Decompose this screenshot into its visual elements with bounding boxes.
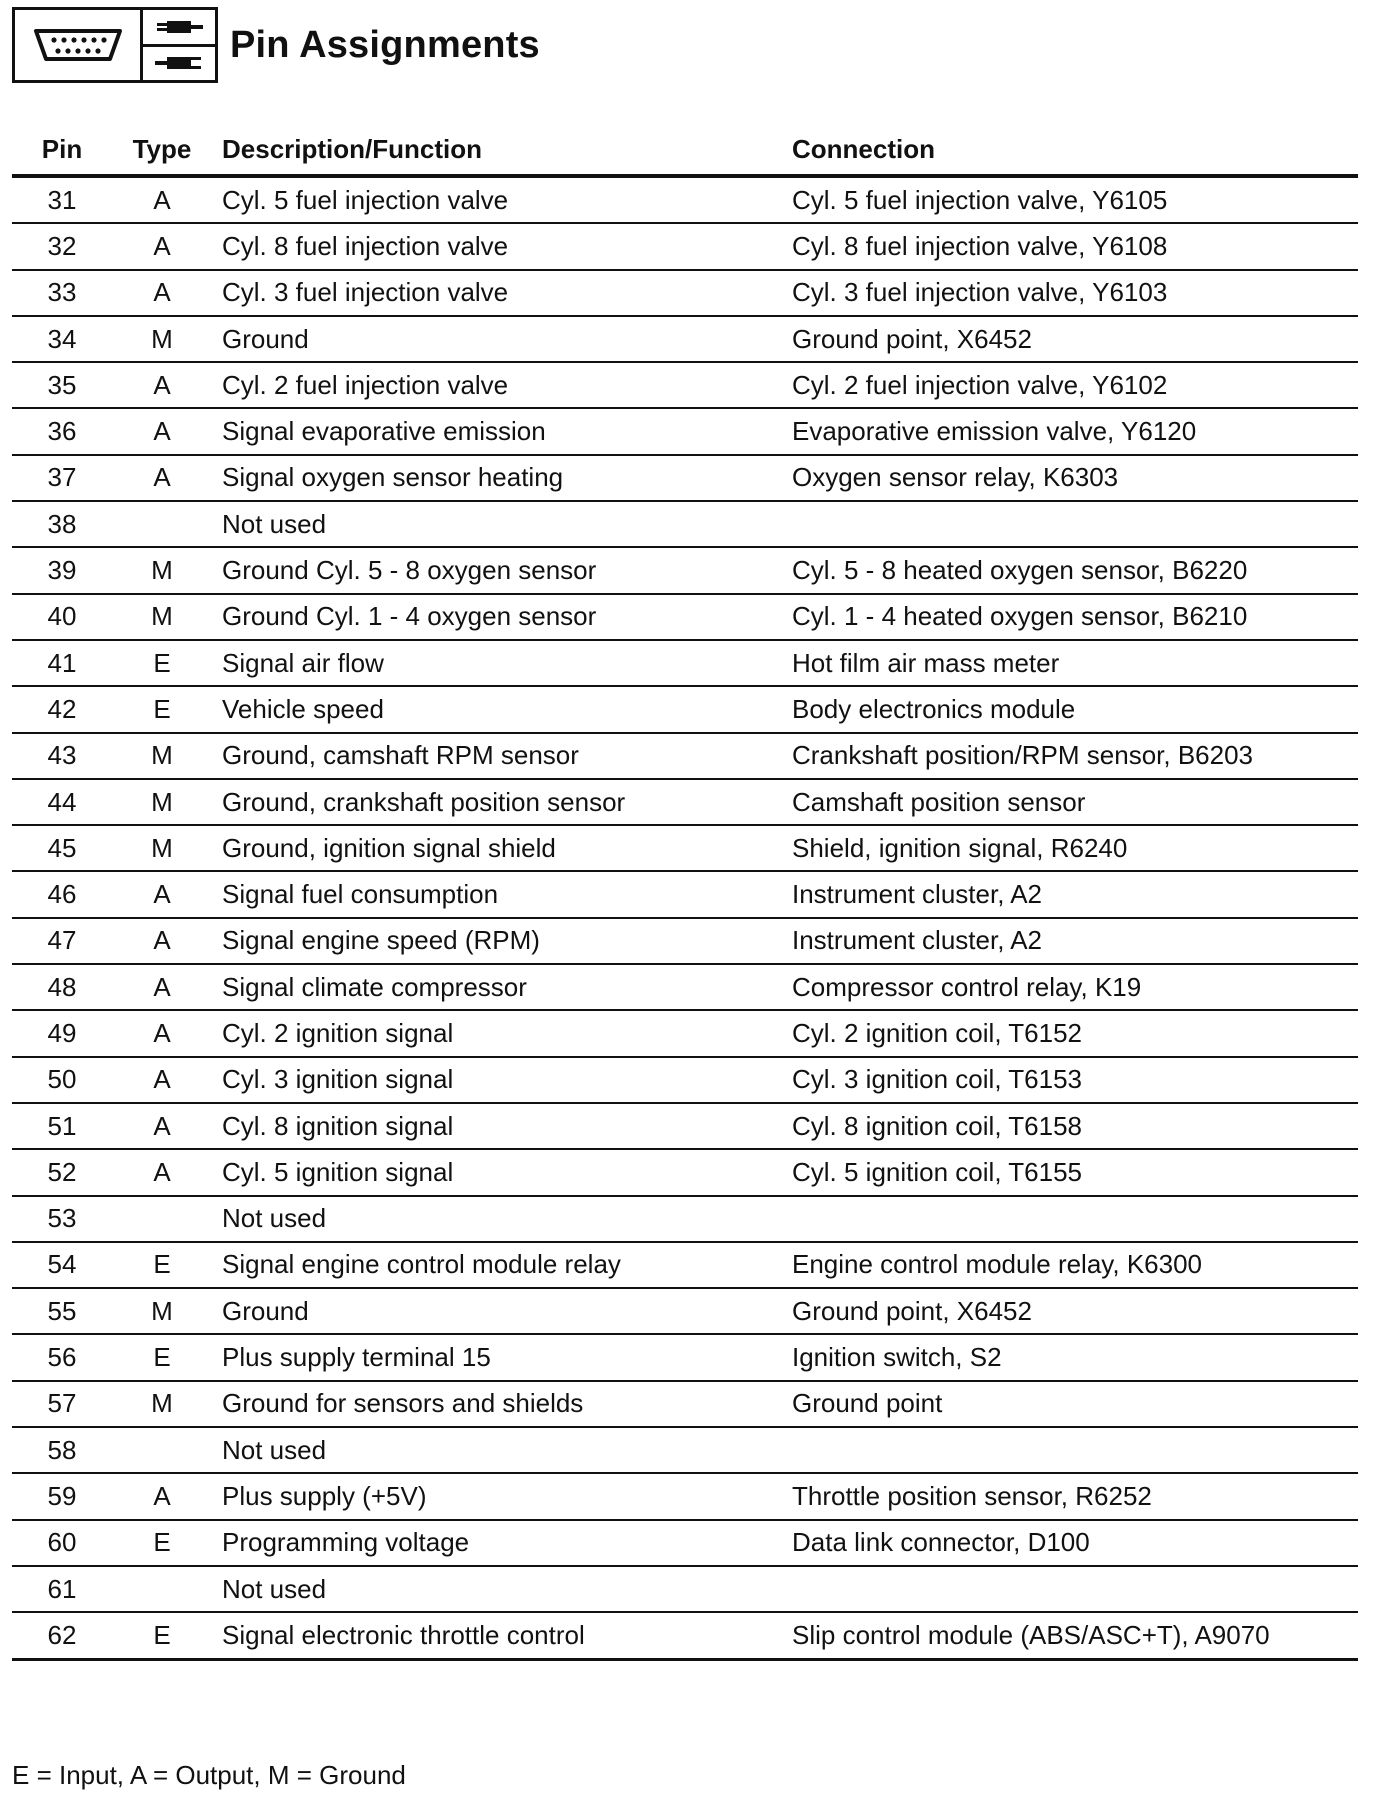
pin-number: 35 [12,362,112,408]
pin-number: 41 [12,640,112,686]
table-row [12,964,1358,1010]
pin-description: Cyl. 8 fuel injection valve [212,223,792,269]
pin-connection [792,1427,1358,1473]
table-row [12,408,1358,454]
pin-connection: Data link connector, D100 [792,1520,1358,1566]
pin-connection: Instrument cluster, A2 [792,918,1358,964]
pin-type: M [112,1381,212,1427]
pin-description: Signal climate compressor [212,964,792,1010]
pin-type: M [112,547,212,593]
pin-type [112,1427,212,1473]
table-row [12,594,1358,640]
pin-connection: Cyl. 3 fuel injection valve, Y6103 [792,270,1358,316]
table-row [12,501,1358,547]
pin-description: Vehicle speed [212,686,792,732]
pin-description: Plus supply terminal 15 [212,1334,792,1380]
pin-connection: Instrument cluster, A2 [792,871,1358,917]
plug-icon [143,10,215,47]
pin-type: M [112,779,212,825]
pin-number: 43 [12,733,112,779]
table-row [12,733,1358,779]
pin-connection: Evaporative emission valve, Y6120 [792,408,1358,454]
pin-description: Not used [212,1196,792,1242]
pin-type: M [112,594,212,640]
pin-connection: Cyl. 2 ignition coil, T6152 [792,1010,1358,1056]
table-row [12,1057,1358,1103]
pin-number: 51 [12,1103,112,1149]
table-row [12,1010,1358,1056]
table-row [12,223,1358,269]
table-row [12,1520,1358,1566]
pin-number: 62 [12,1612,112,1659]
pin-type: A [112,223,212,269]
pin-description: Programming voltage [212,1520,792,1566]
pin-number: 59 [12,1473,112,1519]
pin-type: M [112,733,212,779]
pin-type: A [112,871,212,917]
column-header-pin: Pin [12,124,112,176]
pin-connection: Cyl. 2 fuel injection valve, Y6102 [792,362,1358,408]
pin-type: E [112,1520,212,1566]
pin-number: 44 [12,779,112,825]
column-header-description: Description/Function [212,124,792,176]
table-row [12,1149,1358,1195]
pin-connection: Oxygen sensor relay, K6303 [792,455,1358,501]
pin-description: Signal engine speed (RPM) [212,918,792,964]
pin-connection: Cyl. 5 ignition coil, T6155 [792,1149,1358,1195]
table-row [12,176,1358,223]
pin-type: E [112,640,212,686]
pin-number: 56 [12,1334,112,1380]
pin-number: 58 [12,1427,112,1473]
pin-type: A [112,1057,212,1103]
pin-description: Ground Cyl. 1 - 4 oxygen sensor [212,594,792,640]
pin-number: 32 [12,223,112,269]
pin-type: A [112,1149,212,1195]
pin-type: E [112,1242,212,1288]
pin-description: Cyl. 8 ignition signal [212,1103,792,1149]
table-row [12,686,1358,732]
pin-description: Plus supply (+5V) [212,1473,792,1519]
pin-type: A [112,964,212,1010]
pin-number: 48 [12,964,112,1010]
pin-number: 53 [12,1196,112,1242]
pin-number: 42 [12,686,112,732]
pin-description: Cyl. 3 fuel injection valve [212,270,792,316]
pin-type: A [112,270,212,316]
pin-type: E [112,686,212,732]
pin-connection: Body electronics module [792,686,1358,732]
table-row [12,1334,1358,1380]
pin-connection: Ground point [792,1381,1358,1427]
pin-description: Ground, crankshaft position sensor [212,779,792,825]
pin-connection: Cyl. 1 - 4 heated oxygen sensor, B6210 [792,594,1358,640]
table-row [12,1242,1358,1288]
pin-type: M [112,825,212,871]
table-row [12,455,1358,501]
pin-connection: Cyl. 3 ignition coil, T6153 [792,1057,1358,1103]
pin-connection: Compressor control relay, K19 [792,964,1358,1010]
pin-type: A [112,1103,212,1149]
table-row [12,1288,1358,1334]
pin-number: 60 [12,1520,112,1566]
pin-description: Ground [212,1288,792,1334]
pin-number: 33 [12,270,112,316]
table-row [12,1473,1358,1519]
table-row [12,640,1358,686]
pin-number: 52 [12,1149,112,1195]
pin-number: 50 [12,1057,112,1103]
pin-connection: Ground point, X6452 [792,1288,1358,1334]
pin-description: Cyl. 2 ignition signal [212,1010,792,1056]
pin-description: Ground, ignition signal shield [212,825,792,871]
table-row [12,1427,1358,1473]
pin-description: Not used [212,1566,792,1612]
pin-number: 47 [12,918,112,964]
pin-connection: Ignition switch, S2 [792,1334,1358,1380]
table-row [12,1196,1358,1242]
table-row [12,1612,1358,1659]
pin-number: 55 [12,1288,112,1334]
pin-type: M [112,316,212,362]
pin-connection [792,1196,1358,1242]
pin-type: A [112,1010,212,1056]
pin-number: 46 [12,871,112,917]
pin-description: Cyl. 5 fuel injection valve [212,176,792,223]
pin-description: Signal engine control module relay [212,1242,792,1288]
pin-connection: Slip control module (ABS/ASC+T), A9070 [792,1612,1358,1659]
pin-connection: Cyl. 5 - 8 heated oxygen sensor, B6220 [792,547,1358,593]
pin-connection [792,1566,1358,1612]
pin-description: Ground, camshaft RPM sensor [212,733,792,779]
pin-connection: Hot film air mass meter [792,640,1358,686]
pin-description: Ground for sensors and shields [212,1381,792,1427]
pin-number: 40 [12,594,112,640]
pin-type: A [112,1473,212,1519]
pin-type [112,501,212,547]
table-row [12,316,1358,362]
page-header [12,5,540,85]
table-header-row [12,124,1358,176]
logo [12,7,218,83]
pin-description: Signal electronic throttle control [212,1612,792,1659]
table-row [12,362,1358,408]
pin-connection: Cyl. 5 fuel injection valve, Y6105 [792,176,1358,223]
pin-number: 54 [12,1242,112,1288]
pin-number: 38 [12,501,112,547]
pin-type: M [112,1288,212,1334]
pin-description: Cyl. 3 ignition signal [212,1057,792,1103]
table-row [12,270,1358,316]
pin-type [112,1196,212,1242]
pin-type: A [112,455,212,501]
pin-description: Ground [212,316,792,362]
pin-type: E [112,1334,212,1380]
pin-type [112,1566,212,1612]
pin-connection [792,501,1358,547]
pin-type: A [112,918,212,964]
pin-type: A [112,408,212,454]
pin-number: 57 [12,1381,112,1427]
pin-number: 39 [12,547,112,593]
table-row [12,1566,1358,1612]
pin-connection: Camshaft position sensor [792,779,1358,825]
pin-connection: Throttle position sensor, R6252 [792,1473,1358,1519]
table-row [12,1381,1358,1427]
pin-type: A [112,176,212,223]
pin-description: Cyl. 2 fuel injection valve [212,362,792,408]
pin-assignments-table [12,124,1358,1661]
pin-connection: Cyl. 8 ignition coil, T6158 [792,1103,1358,1149]
table-row [12,825,1358,871]
connector-icon [15,10,143,80]
table-row [12,918,1358,964]
pin-description: Ground Cyl. 5 - 8 oxygen sensor [212,547,792,593]
pin-description: Not used [212,1427,792,1473]
table-row [12,871,1358,917]
pin-number: 49 [12,1010,112,1056]
pin-type: A [112,362,212,408]
pin-description: Signal oxygen sensor heating [212,455,792,501]
table-row [12,779,1358,825]
pin-number: 31 [12,176,112,223]
pin-description: Signal evaporative emission [212,408,792,454]
table-row [12,1103,1358,1149]
page-title: Pin Assignments [230,23,540,66]
pin-type: E [112,1612,212,1659]
pin-description: Signal fuel consumption [212,871,792,917]
pin-number: 61 [12,1566,112,1612]
type-legend: E = Input, A = Output, M = Ground [12,1760,406,1790]
column-header-type: Type [112,124,212,176]
pin-number: 37 [12,455,112,501]
pin-description: Signal air flow [212,640,792,686]
column-header-connection: Connection [792,124,1358,176]
table-row [12,547,1358,593]
pin-number: 36 [12,408,112,454]
pin-description: Cyl. 5 ignition signal [212,1149,792,1195]
pin-connection: Cyl. 8 fuel injection valve, Y6108 [792,223,1358,269]
pin-connection: Engine control module relay, K6300 [792,1242,1358,1288]
pin-connection: Shield, ignition signal, R6240 [792,825,1358,871]
pin-connection: Ground point, X6452 [792,316,1358,362]
pin-number: 34 [12,316,112,362]
pin-connection: Crankshaft position/RPM sensor, B6203 [792,733,1358,779]
socket-icon [143,47,215,81]
pin-number: 45 [12,825,112,871]
pin-description: Not used [212,501,792,547]
